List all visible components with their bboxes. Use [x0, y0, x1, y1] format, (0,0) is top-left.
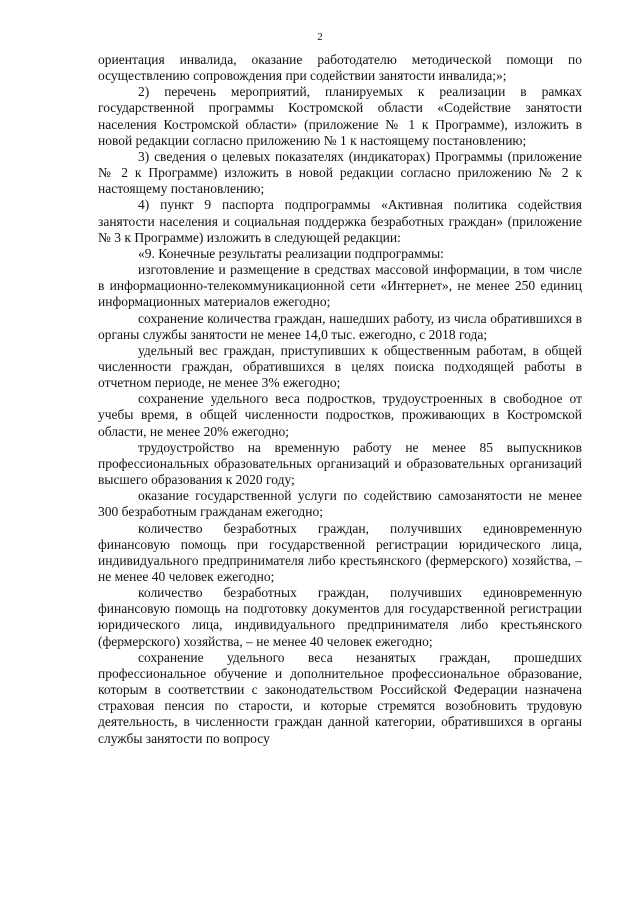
page-number: 2: [317, 31, 323, 43]
paragraph-result: сохранение удельного веса незанятых граждан, прошедших профессиональное обучение и дополнительное профессиональное образование, которым в соответствии с законодательством Российской Федерации назначена страховая пенсия по старости, и которые стремятся возобновить трудовую деятельность, в численности граждан данной категории, обратившихся в органы службы занятости по вопросу: [98, 649, 582, 746]
paragraph-item-2: 2) перечень мероприятий, планируемых к реализации в рамках государственной программы Костромской области «Содействие занятости населения Костромской области» (приложение № 1 к Программе), изложить в новой редакции согласно приложению № 1 к настоящему постановлению;: [98, 84, 582, 148]
paragraph-result: трудоустройство на временную работу не менее 85 выпускников профессиональных образовательных организаций и образовательных организаций высшего образования к 2020 году;: [98, 439, 582, 488]
paragraph-result: количество безработных граждан, получивших единовременную финансовую помощь на подготовку документов для государственной регистрации юридического лица, индивидуального предпринимателя либо крестьянского (фермерского) хозяйства, – не менее 40 человек ежегодно;: [98, 585, 582, 649]
paragraph-result: сохранение удельного веса подростков, трудоустроенных в свободное от учебы время, в общей численности подростков, проживающих в Костромской области, не менее 20% ежегодно;: [98, 391, 582, 439]
document-body: [98, 52, 582, 747]
paragraph-result: количество безработных граждан, получивших единовременную финансовую помощь при государственной регистрации юридического лица, индивидуального предпринимателя либо крестьянского (фермерского) хозяйства, – не менее 40 человек ежегодно;: [98, 520, 582, 584]
paragraph-result: изготовление и размещение в средствах массовой информации, в том числе в информационно-телекоммуникационной сети «Интернет», не менее 250 единиц информационных материалов ежегодно;: [98, 262, 582, 310]
paragraph-result: сохранение количества граждан, нашедших работу, из числа обратившихся в органы службы занятости не менее 14,0 тыс. ежегодно, с 2018 года;: [98, 310, 582, 342]
paragraph-result: удельный вес граждан, приступивших к общественным работам, в общей численности граждан, обратившихся в целях поиска подходящей работы в отчетном периоде, не менее 3% ежегодно;: [98, 342, 582, 391]
paragraph-continuation: ориентация инвалида, оказание работодателю методической помощи по осуществлению сопровождения при содействии занятости инвалида;»;: [98, 52, 582, 84]
paragraph-result: оказание государственной услуги по содействию самозанятости не менее 300 безработным гражданам ежегодно;: [98, 488, 582, 520]
paragraph-item-4: 4) пункт 9 паспорта подпрограммы «Активная политика содействия занятости населения и социальная поддержка безработных граждан» (приложение № 3 к Программе) изложить в следующей редакции:: [98, 197, 582, 245]
paragraph-results-heading: «9. Конечные результаты реализации подпрограммы:: [138, 245, 444, 261]
paragraph-item-3: 3) сведения о целевых показателях (индикаторах) Программы (приложение № 2 к Программе) изложить в новой редакции согласно приложению № 2 к настоящему постановлению;: [98, 148, 582, 197]
